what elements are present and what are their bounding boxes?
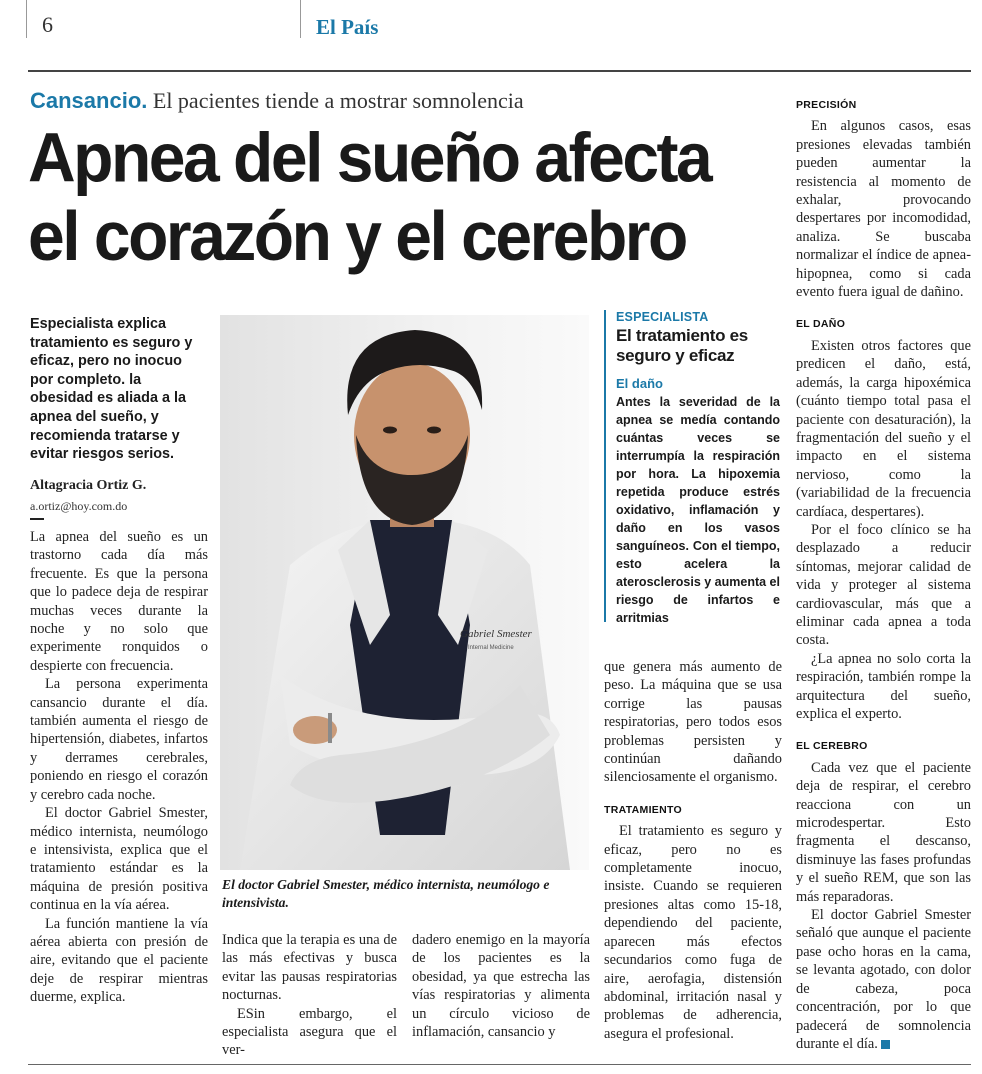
body-column-4 [604,658,782,1043]
headline-line-2: el corazón y el cerebro [28,196,686,275]
headline-line-1: Apnea del sueño afecta [28,118,711,197]
author-name: Altagracia Ortiz G. [30,478,147,493]
final-text: El doctor Gabriel Smester señaló que aunque el paciente pase ocho horas en la cama, se levanta agotado, con dolor de cabeza, poca concentración, por lo que padecerá de somnolencia durante el día. [796,907,971,1052]
footer-rule [28,1064,971,1065]
paragraph: Cada vez que el paciente deja de respirar, el cerebro reacciona con un microdespertar. Esto fragmenta el descanso, disminuye las fases profundas y el sueño REM, que son las más reparadoras. [796,759,971,905]
photo-caption: El doctor Gabriel Smester, médico internista, neumólogo e intensivista. [222,877,550,910]
section-name: El País [316,15,379,39]
subhead-el-cerebro: EL CEREBRO [796,740,868,753]
coat-embroidery-sub: Internal Medicine [468,645,514,651]
paragraph-final [796,906,971,1053]
paragraph: que genera más aumento de peso. La máquina que se usa corrige las pausas respiratorias, pero todos esos problemas persisten y continúan dañando silenciosamente el organismo. [604,659,782,786]
coat-embroidery: Gabriel Smester [460,628,532,640]
paragraph: En algunos casos, esas presiones elevadas también pueden aumentar la resistencia al momento de exhalar, provocando despertares por incomodidad, analiza. Se buscaba normalizar el índice de apnea-hipopnea, como si cada evento fuera igual de dañino. [796,118,971,301]
headline [28,118,778,275]
body-column-5 [796,96,971,1053]
sidebar-title: El tratamiento es seguro y eficaz [616,326,748,365]
paragraph: ¿La apnea no solo corta la respiración, también rompe la arquitectura del sueño, explica el experto. [796,650,971,722]
doctor-photo [220,315,589,870]
kicker-text: El pacientes tiende a mostrar somnolencia [152,88,524,113]
author-email: a.ortiz@hoy.com.do [30,499,128,513]
body-column-1 [30,528,208,1007]
paragraph: dadero enemigo en la mayoría de los pacientes es la obesidad, ya que estrecha las vías respiratorias y alimenta un círculo vicioso de inflamación, cansancio y [412,932,590,1041]
paragraph: El tratamiento es seguro y eficaz, pero no es completamente inocuo, insiste. Cuando se requieren presiones altas como 15-18, dependiendo del paciente, aparecen más efectos secundarios como fuga de aire, aerofagia, distensión abdominal, irritación nasal y problemas de adherencia, asegura el profesional. [604,823,782,1042]
kicker-label: Cansancio. [30,88,148,113]
paragraph: La función mantiene la vía aérea abierta con presión de aire, evitando que el paciente deje de respirar mientras duerme, explica. [30,915,208,1006]
paragraph: El doctor Gabriel Smester, médico internista, neumólogo e intensivista, explica que el tratamiento estándar es la máquina de presión positiva continua en la vía aérea. [30,805,208,914]
body-column-3 [412,931,590,1041]
subhead-el-dano: EL DAÑO [796,318,846,331]
subhead-precision: PRECISIÓN [796,99,857,111]
end-mark-icon [881,1040,890,1049]
paragraph: ESin embargo, el especialista asegura que el ver- [222,1005,397,1059]
paragraph: Existen otros factores que predicen el daño, está, además, la carga hipoxémica (cuánto tiempo total pasa el paciente con desaturación), la fragmentación del sueño y el impacto en el sistema nervioso, como la (variabilidad de la frecuencia cardíaca, despertares). [796,337,971,520]
kicker [30,88,524,114]
byline-dash [30,518,44,520]
paragraph: Indica que la terapia es una de las más efectivas y busca evitar las pausas respiratorias nocturnas. [222,932,397,1004]
paragraph: Por el foco clínico se ha desplazado a reducir síntomas, mejorar calidad de vida y proteger al sistema cardiovascular, más que a eliminar cada apnea a toda costa. [796,521,971,649]
subhead-tratamiento: TRATAMIENTO [604,803,682,816]
sidebar-label: ESPECIALISTA [616,310,709,324]
paragraph: La apnea del sueño es un trastorno cada día más frecuente. Es que la persona que lo padece deja de respirar muchas veces durante la noche y no solo que experimente ronquidos o despierte con frecuencia. [30,529,208,674]
sidebar-body: Antes la severidad de la apnea se medía contando cuántas veces se interrumpía la respiración por hora. La hipoxemia repetida produce estrés oxidativo, inflamación y daño en los vasos sanguíneos. Con el tiempo, esto acelera la aterosclerosis y aumenta el riesgo de infartos e arritmias [616,395,780,625]
article-deck: Especialista explica tratamiento es seguro y eficaz, pero no inocuo por completo. la obesidad es aliada a la apnea del sueño, y recomienda tratarse y evitar riesgos serios. [30,316,193,463]
sidebar-accent-bar [604,310,606,622]
page-number: 6 [42,12,53,37]
body-column-2 [222,931,397,1060]
paragraph: La persona experimenta cansancio durante el día. también aumenta el riesgo de hipertensión, diabetes, infartos y derrames cerebrales, poniendo en riesgo el corazón y cerebro cada noche. [30,676,208,803]
folio-divider-right [300,0,301,38]
header-rule [28,70,971,72]
folio-divider-left [26,0,27,38]
sidebar-subhead: El daño [616,376,663,391]
